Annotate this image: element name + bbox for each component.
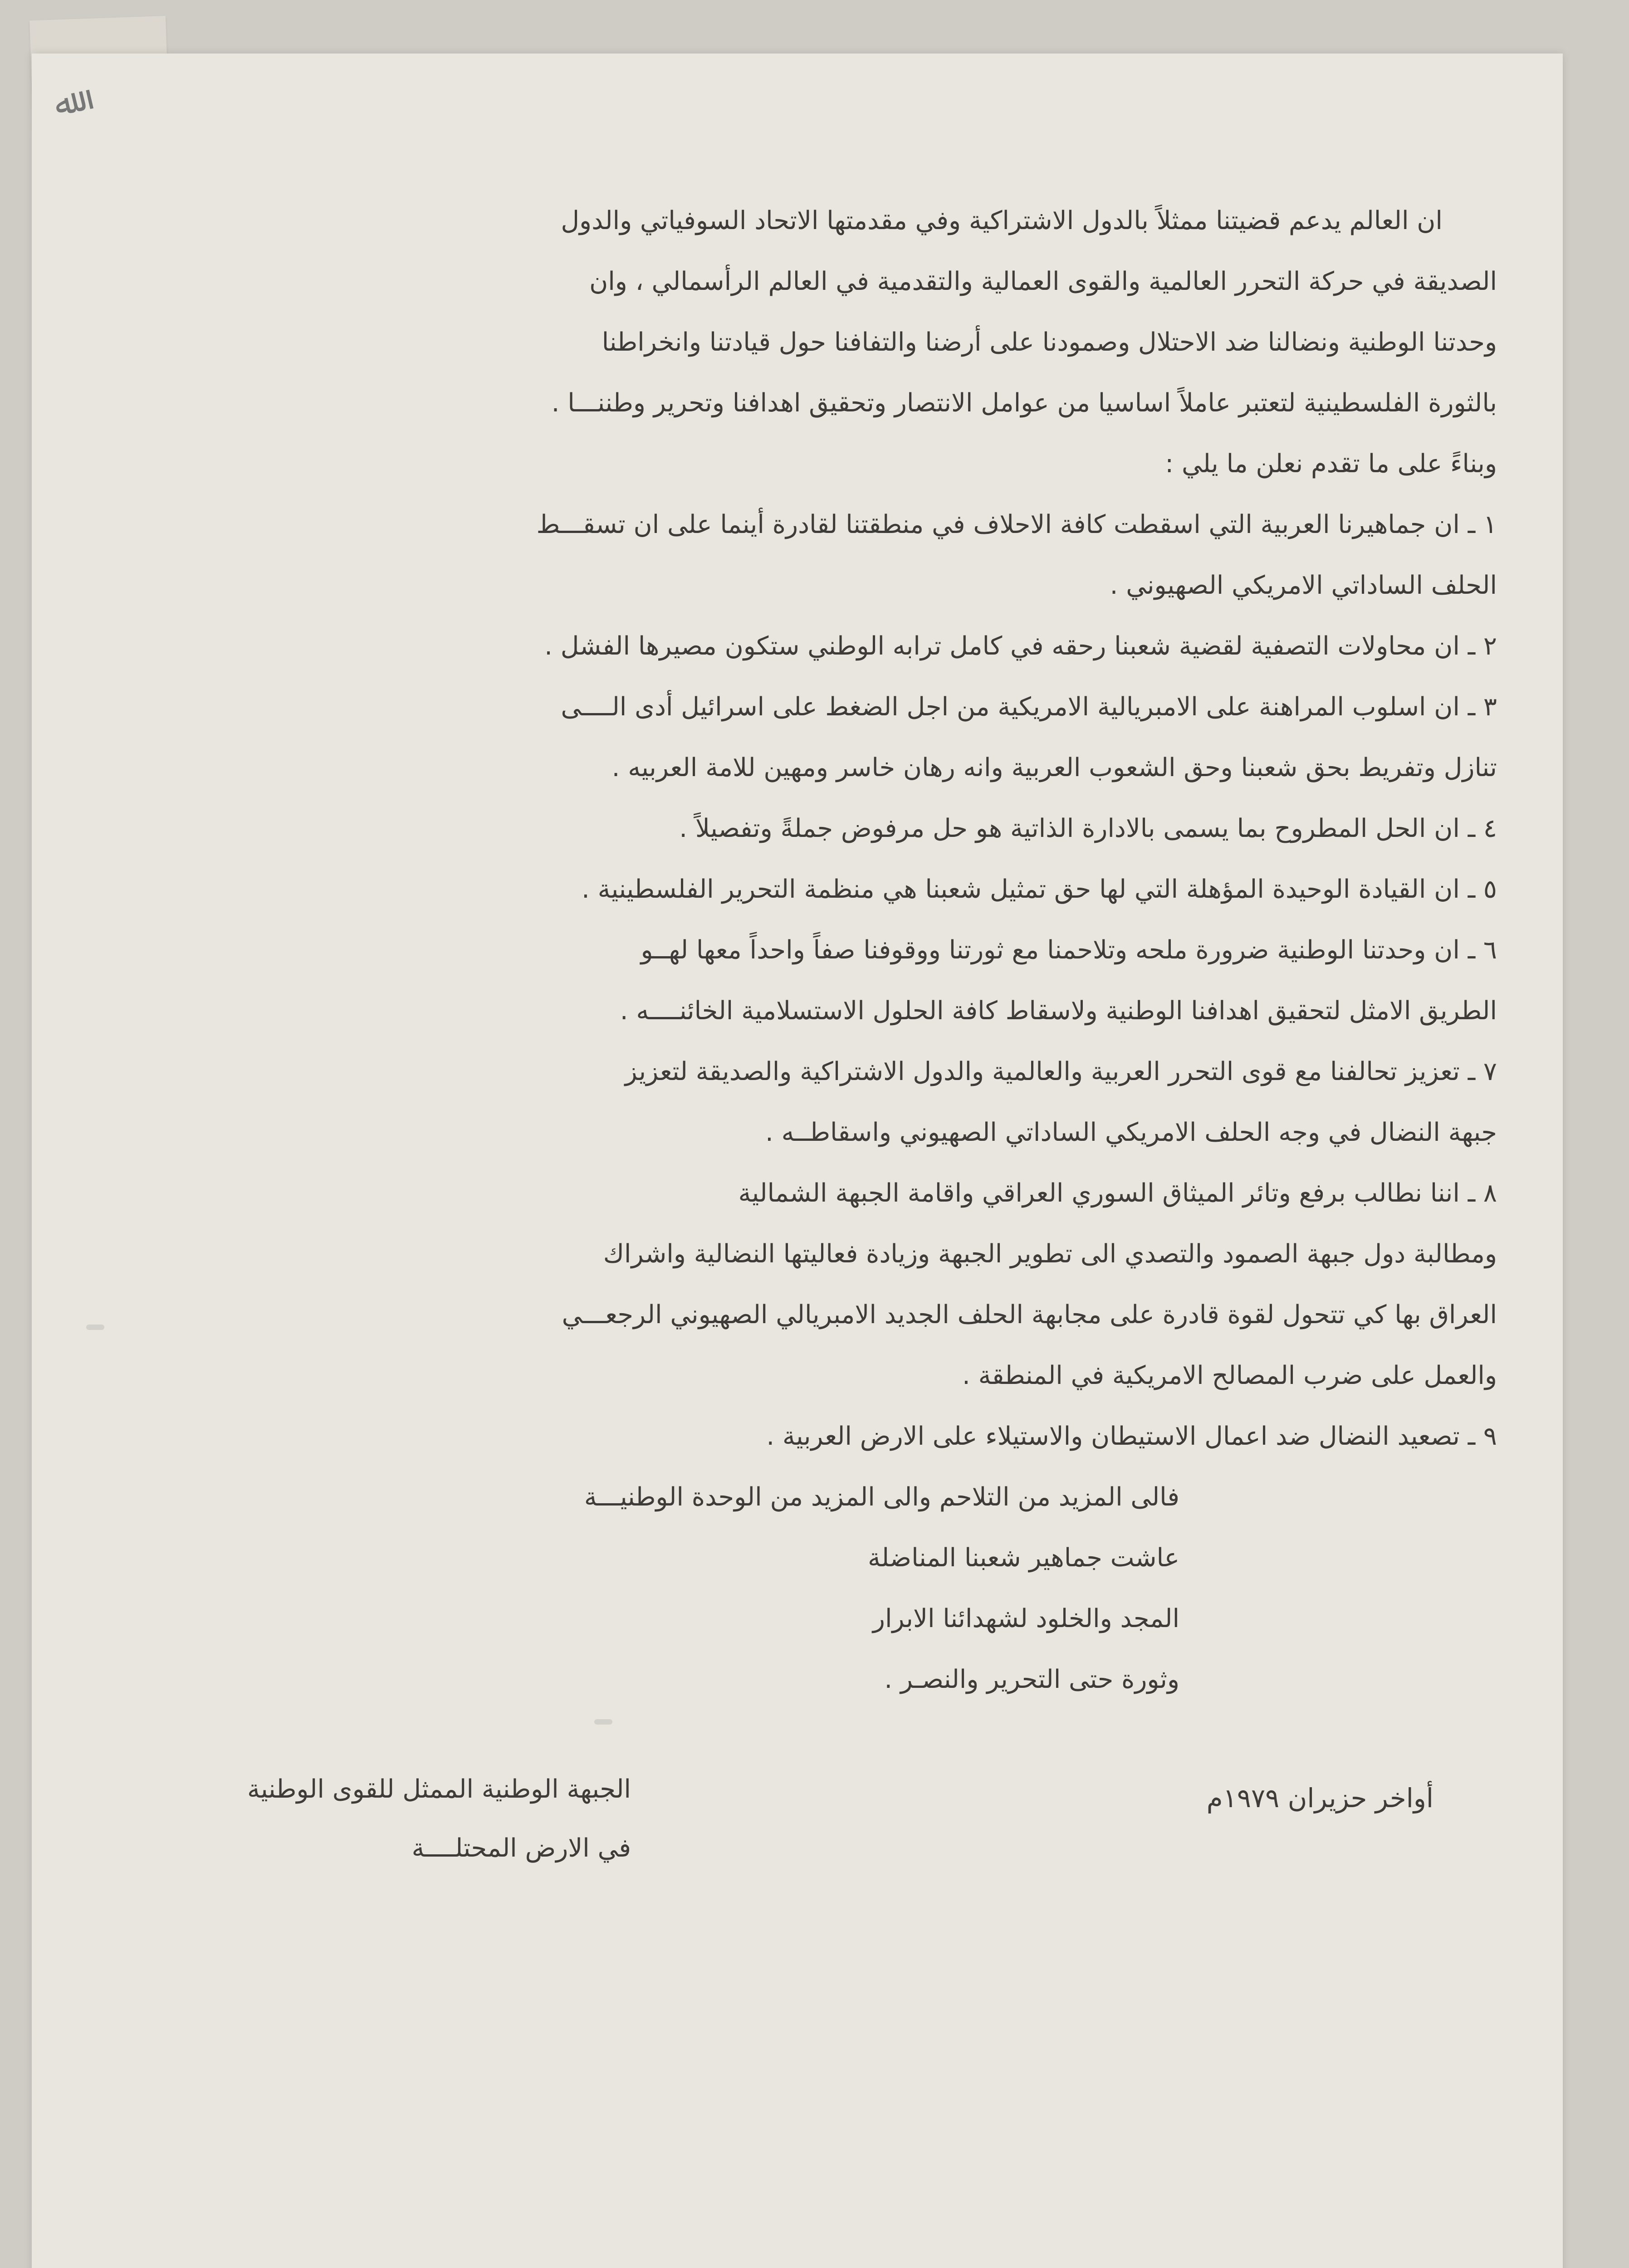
closing-line: وثورة حتى التحرير والنصـر . [884,1665,1179,1694]
point-3: ٣ ـ ان اسلوب المراهنة على الامبريالية الامريكية من اجل الضغط على اسرائيل أدى الــــى [561,692,1497,722]
signature-line-2: في الارض المحتلــــة [411,1833,631,1863]
point-7: ٧ ـ تعزيز تحالفنا مع قوى التحرر العربية والعالمية والدول الاشتراكية والصديقة لتعزيز [625,1057,1497,1086]
document-body [195,191,1497,1710]
signature-line-1: الجبهة الوطنية الممثل للقوى الوطنية [247,1774,631,1804]
intro-line: الصديقة في حركة التحرر العالمية والقوى العمالية والتقدمية في العالم الرأسمالي ، وان [589,267,1497,296]
ink-smudge [86,1325,104,1330]
point-8: ٨ ـ اننا نطالب برفع وتائر الميثاق السوري العراقي واقامة الجبهة الشمالية [738,1178,1497,1208]
closing-line: عاشت جماهير شعبنا المناضلة [867,1543,1179,1573]
intro-line: ان العالم يدعم قضيتنا ممثلاً بالدول الاشتراكية وفي مقدمتها الاتحاد السوفياتي والدول [561,206,1443,235]
lead-line: وبناءً على ما تقدم نعلن ما يلي : [1165,449,1497,479]
point-8-cont: ومطالبة دول جبهة الصمود والتصدي الى تطوير الجبهة وزيادة فعاليتها النضالية واشراك [603,1239,1497,1269]
closing-line: فالى المزيد من التلاحم والى المزيد من الوحدة الوطنيـــة [584,1482,1179,1512]
point-1-cont: الحلف الساداتي الامريكي الصهيوني . [1110,571,1497,600]
point-6-cont: الطريق الامثل لتحقيق اهدافنا الوطنية ولاسقاط كافة الحلول الاستسلامية الخائنــــه . [620,996,1497,1026]
point-1: ١ ـ ان جماهيرنا العربية التي اسقطت كافة الاحلاف في منطقتنا لقادرة أينما على ان تسقـــط [536,510,1497,539]
point-5: ٥ ـ ان القيادة الوحيدة المؤهلة التي لها حق تمثيل شعبنا هي منظمة التحرير الفلسطينية . [582,875,1497,904]
point-7-cont: جبهة النضال في وجه الحلف الامريكي الساداتي الصهيوني واسقاطــه . [765,1118,1497,1147]
point-9: ٩ ـ تصعيد النضال ضد اعمال الاستيطان والاستيلاء على الارض العربية . [766,1422,1497,1451]
corner-annotation: ﷲ [50,82,78,124]
document-date: أواخر حزيران ١٩٧٩م [1206,1783,1433,1813]
point-8-cont: والعمل على ضرب المصالح الامريكية في المنطقة . [962,1361,1497,1390]
signature-block [41,1760,631,1878]
point-4: ٤ ـ ان الحل المطروح بما يسمى بالادارة الذاتية هو حل مرفوض جملةً وتفصيلاً . [679,814,1497,843]
intro-line: بالثورة الفلسطينية لتعتبر عاملاً اساسيا من عوامل الانتصار وتحقيق اهدافنا وتحرير وطننـــا . [551,388,1497,418]
closing-line: المجد والخلود لشهدائنا الابرار [872,1604,1179,1633]
point-2: ٢ ـ ان محاولات التصفية لقضية شعبنا رحقه في كامل ترابه الوطني ستكون مصيرها الفشل . [544,631,1497,661]
ink-smudge [594,1719,612,1725]
point-8-cont: العراق بها كي تتحول لقوة قادرة على مجابهة الحلف الجديد الامبريالي الصهيوني الرجعـــي [562,1300,1497,1330]
point-3-cont: تنازل وتفريط بحق شعبنا وحق الشعوب العربية وانه رهان خاسر ومهين للامة العربيه . [611,753,1497,782]
intro-line: وحدتنا الوطنية ونضالنا ضد الاحتلال وصمودنا على أرضنا والتفافنا حول قيادتنا وانخراطنا [602,327,1497,357]
point-6: ٦ ـ ان وحدتنا الوطنية ضرورة ملحه وتلاحمنا مع ثورتنا ووقوفنا صفاً واحداً معها لهــو [641,935,1497,965]
